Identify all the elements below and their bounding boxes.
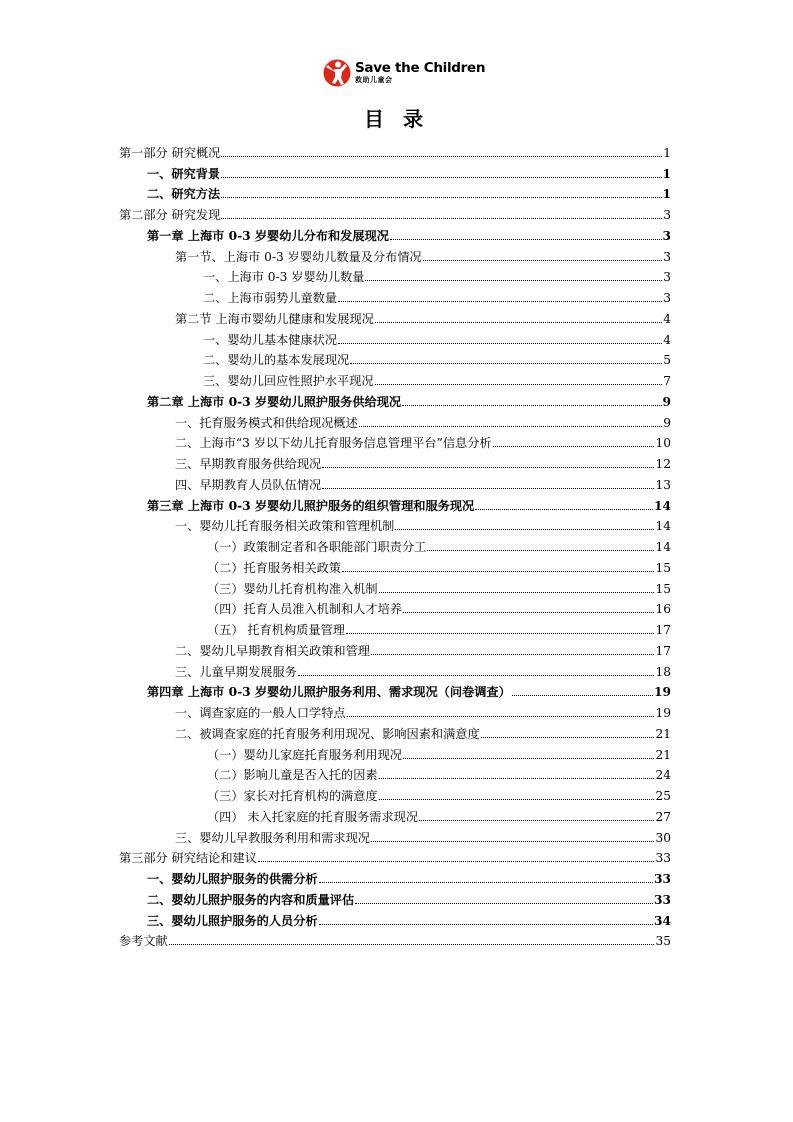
page-title: 目 录 <box>364 107 429 131</box>
toc-dot-leader <box>221 197 661 198</box>
toc-entry[interactable] <box>119 699 671 720</box>
toc-dot-leader <box>342 571 654 572</box>
toc-entry-page: 18 <box>655 664 671 679</box>
toc-entry-page: 24 <box>655 768 671 783</box>
toc-entry-label: 第二部分 研究发现 <box>119 208 221 222</box>
toc-entry-label: （四）托育人员准入机制和人才培养 <box>207 602 402 617</box>
toc-entry-page: 15 <box>655 581 671 596</box>
toc-entry[interactable] <box>119 367 671 388</box>
toc-dot-leader <box>359 426 662 427</box>
toc-entry-label: 第三章 上海市 0-3 岁婴幼儿照护服务的组织管理和服务现况 <box>147 498 475 513</box>
toc-entry[interactable] <box>119 450 671 471</box>
toc-entry-page: 17 <box>655 623 671 637</box>
toc-entry-page: 12 <box>655 457 671 471</box>
toc-entry-label: 第二节 上海市婴幼儿健康和发展现况 <box>175 311 374 326</box>
toc-dot-leader <box>419 820 654 821</box>
toc-entry[interactable] <box>119 741 671 762</box>
toc-entry-page: 3 <box>663 291 671 305</box>
toc-entry-page: 21 <box>655 747 671 762</box>
toc-entry-label: 参考文献 <box>119 934 168 949</box>
toc-entry[interactable] <box>119 865 671 886</box>
toc-entry[interactable] <box>119 679 671 700</box>
toc-entry-label: （一）婴幼儿家庭托育服务利用现况 <box>207 747 402 762</box>
toc-dot-leader <box>395 529 654 530</box>
toc-entry-page: 14 <box>655 540 671 554</box>
toc-entry[interactable] <box>119 222 671 243</box>
toc-entry-page: 27 <box>655 809 671 824</box>
toc-entry-label: 四、早期教育人员队伍情况 <box>175 477 322 492</box>
toc-entry-page: 7 <box>663 374 671 388</box>
toc-dot-leader <box>346 633 655 634</box>
toc-dot-leader <box>493 446 655 447</box>
toc-dot-leader <box>319 882 653 883</box>
toc-entry-label: （一）政策制定者和各职能部门职责分工 <box>207 540 427 554</box>
toc-entry[interactable] <box>119 160 671 181</box>
toc-entry-label: （五） 托育机构质量管理 <box>207 623 345 637</box>
toc-dot-leader <box>512 695 653 696</box>
toc-entry[interactable] <box>119 928 671 949</box>
toc-entry-page: 13 <box>655 477 671 492</box>
toc-entry-label: （二）影响儿童是否入托的因素 <box>207 768 378 783</box>
toc-entry[interactable] <box>119 637 671 658</box>
toc-dot-leader <box>350 363 662 364</box>
toc-entry[interactable] <box>119 284 671 305</box>
toc-entry-label: （三）婴幼儿托育机构准入机制 <box>207 581 378 596</box>
toc-entry[interactable] <box>119 575 671 596</box>
toc-dot-leader <box>221 156 662 157</box>
toc-entry[interactable] <box>119 513 671 534</box>
toc-entry-page: 3 <box>663 249 671 264</box>
toc-entry-label: 第一部分 研究概况 <box>119 145 221 160</box>
toc-entry-page: 14 <box>655 519 671 534</box>
toc-entry[interactable] <box>119 388 671 409</box>
toc-entry[interactable] <box>119 430 671 451</box>
toc-entry[interactable] <box>119 139 671 160</box>
toc-entry-label: 第四章 上海市 0-3 岁婴幼儿照护服务利用、需求现况（问卷调查） <box>147 685 511 700</box>
toc-dot-leader <box>347 716 655 717</box>
toc-entry-page: 15 <box>655 560 671 575</box>
toc-entry-label: 第三部分 研究结论和建议 <box>119 851 257 866</box>
logo-text: Save the Children <box>355 59 486 76</box>
toc-entry-page: 35 <box>655 934 671 949</box>
toc-entry-page: 33 <box>655 851 671 866</box>
toc-entry[interactable] <box>119 803 671 824</box>
toc-entry-label: 二、被调查家庭的托育服务利用现况、影响因素和满意度 <box>175 726 480 741</box>
toc-entry-label: 一、研究背景 <box>147 166 221 181</box>
toc-entry[interactable] <box>119 201 671 222</box>
toc-dot-leader <box>390 239 662 240</box>
toc-dot-leader <box>379 778 655 779</box>
toc-entry-label: 一、婴幼儿托育服务相关政策和管理机制 <box>175 519 395 534</box>
toc-entry[interactable] <box>119 347 671 368</box>
toc-entry-label: 第一章 上海市 0-3 岁婴幼儿分布和发展现况 <box>147 228 389 243</box>
toc-dot-leader <box>338 301 662 302</box>
toc-entry-page: 19 <box>655 706 671 720</box>
toc-dot-leader <box>379 592 655 593</box>
toc-dot-leader <box>402 405 661 406</box>
toc-entry-label: 第一节、上海市 0-3 岁婴幼儿数量及分布情况 <box>175 249 422 264</box>
toc-entry-label: 一、上海市 0-3 岁婴幼儿数量 <box>203 270 365 285</box>
table-of-contents <box>119 139 671 948</box>
toc-entry-page: 10 <box>655 436 671 451</box>
toc-entry-label: 二、婴幼儿的基本发展现况 <box>203 353 350 368</box>
toc-entry-page: 33 <box>654 872 671 886</box>
toc-entry-label: 二、婴幼儿照护服务的内容和质量评估 <box>147 892 355 907</box>
toc-dot-leader <box>481 737 655 738</box>
toc-dot-leader <box>375 384 663 385</box>
toc-entry-label: （四） 未入托家庭的托育服务需求现况 <box>207 809 419 824</box>
toc-entry-label: 二、婴幼儿早期教育相关政策和管理 <box>175 643 370 658</box>
toc-dot-leader <box>403 612 654 613</box>
toc-entry-page: 1 <box>663 145 671 160</box>
toc-entry-page: 4 <box>663 332 671 347</box>
toc-entry-page: 9 <box>663 415 671 430</box>
toc-entry-page: 1 <box>662 166 671 181</box>
toc-entry-label: 三、早期教育服务供给现况 <box>175 457 322 471</box>
toc-entry[interactable] <box>119 886 671 907</box>
child-figure-icon <box>323 57 351 89</box>
toc-entry[interactable] <box>119 782 671 803</box>
toc-entry-page: 5 <box>663 353 671 368</box>
toc-entry[interactable] <box>119 596 671 617</box>
toc-entry[interactable] <box>119 492 671 513</box>
toc-dot-leader <box>475 509 653 510</box>
toc-entry-label: 三、儿童早期发展服务 <box>175 664 297 679</box>
toc-dot-leader <box>221 218 662 219</box>
toc-entry-label: 三、婴幼儿回应性照护水平现况 <box>203 374 374 388</box>
toc-entry-page: 4 <box>663 311 671 326</box>
toc-dot-leader <box>319 924 653 925</box>
toc-entry-page: 17 <box>655 643 671 658</box>
toc-entry-label: 第二章 上海市 0-3 岁婴幼儿照护服务供给现况 <box>147 394 402 409</box>
toc-entry-label: 一、托育服务模式和供给现况概述 <box>175 415 358 430</box>
toc-dot-leader <box>338 343 662 344</box>
toc-dot-leader <box>355 903 653 904</box>
toc-entry-page: 16 <box>655 602 671 617</box>
toc-entry[interactable] <box>119 720 671 741</box>
toc-entry-page: 30 <box>655 830 671 845</box>
toc-entry[interactable] <box>119 243 671 264</box>
toc-entry[interactable] <box>119 181 671 202</box>
toc-entry-page: 19 <box>654 685 671 700</box>
toc-dot-leader <box>371 654 654 655</box>
toc-entry-page: 21 <box>655 726 671 741</box>
toc-dot-leader <box>371 841 654 842</box>
save-the-children-logo <box>323 56 485 90</box>
toc-entry[interactable] <box>119 845 671 866</box>
toc-entry-label: 一、调查家庭的一般人口学特点 <box>175 706 346 720</box>
toc-entry[interactable] <box>119 824 671 845</box>
toc-entry-page: 25 <box>655 789 671 803</box>
toc-entry-page: 3 <box>663 270 671 285</box>
toc-dot-leader <box>221 177 661 178</box>
toc-dot-leader <box>258 861 655 862</box>
toc-dot-leader <box>322 467 654 468</box>
toc-entry[interactable] <box>119 264 671 285</box>
toc-entry-page: 34 <box>654 913 671 928</box>
toc-entry[interactable] <box>119 471 671 492</box>
toc-entry-page: 33 <box>654 892 671 907</box>
toc-entry[interactable] <box>119 326 671 347</box>
toc-entry[interactable] <box>119 616 671 637</box>
toc-entry-page: 3 <box>663 208 671 222</box>
toc-entry[interactable] <box>119 305 671 326</box>
toc-entry-label: 三、婴幼儿早教服务利用和需求现况 <box>175 830 370 845</box>
toc-entry[interactable] <box>119 907 671 928</box>
toc-entry[interactable] <box>119 762 671 783</box>
toc-entry-label: 三、婴幼儿照护服务的人员分析 <box>147 913 318 928</box>
toc-dot-leader <box>379 799 655 800</box>
toc-entry[interactable] <box>119 409 671 430</box>
toc-entry-label: （二）托育服务相关政策 <box>207 560 342 575</box>
toc-entry-page: 14 <box>654 498 671 513</box>
toc-dot-leader <box>423 260 662 261</box>
toc-entry-label: （三）家长对托育机构的满意度 <box>207 789 378 803</box>
toc-entry-label: 二、研究方法 <box>147 187 221 202</box>
toc-entry-label: 一、婴幼儿基本健康状况 <box>203 332 338 347</box>
toc-dot-leader <box>375 322 662 323</box>
logo-subtext: 救助儿童会 <box>355 76 393 85</box>
toc-entry-label: 一、婴幼儿照护服务的供需分析 <box>147 872 318 886</box>
toc-entry[interactable] <box>119 658 671 679</box>
toc-entry[interactable] <box>119 533 671 554</box>
toc-dot-leader <box>403 758 654 759</box>
toc-entry-page: 1 <box>662 187 671 202</box>
toc-dot-leader <box>169 944 655 945</box>
toc-entry-page: 9 <box>662 394 671 409</box>
toc-dot-leader <box>298 675 655 676</box>
toc-entry-label: 二、上海市“3 岁以下幼儿托育服务信息管理平台”信息分析 <box>175 436 492 451</box>
toc-entry-label: 二、上海市弱势儿童数量 <box>203 291 338 305</box>
toc-dot-leader <box>365 280 662 281</box>
toc-entry[interactable] <box>119 554 671 575</box>
toc-entry-page: 3 <box>662 228 671 243</box>
toc-dot-leader <box>427 550 654 551</box>
toc-dot-leader <box>322 488 654 489</box>
